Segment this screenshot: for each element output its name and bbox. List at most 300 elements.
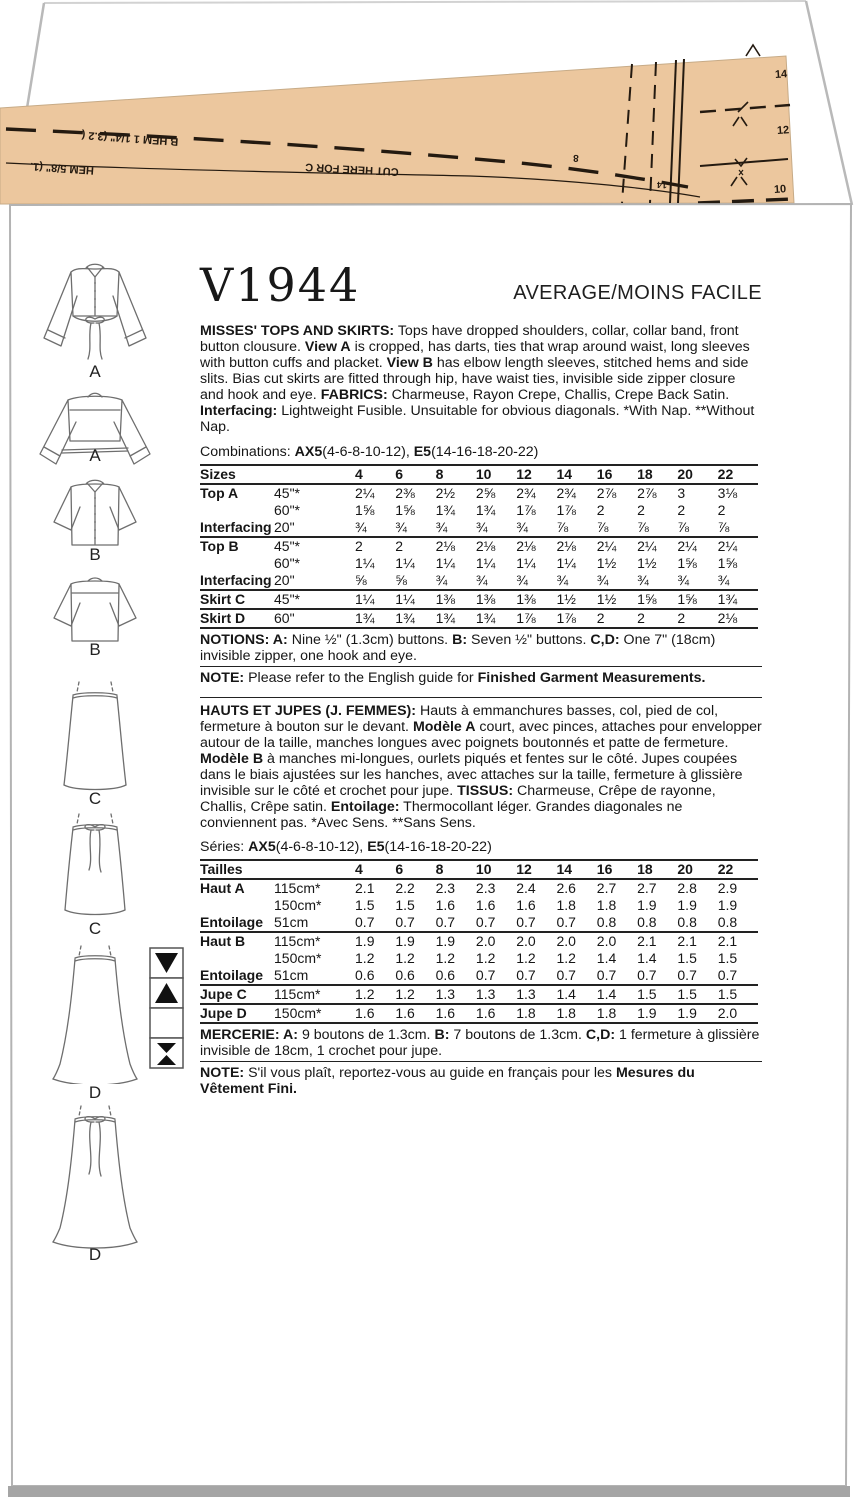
- table-cell: 1.2: [355, 950, 375, 966]
- table-cell: 1¼: [395, 590, 435, 609]
- text-run: Séries:: [200, 839, 249, 855]
- table-cell: 1.4: [557, 985, 597, 1004]
- text-run: HAUTS ET JUPES (J. FEMMES):: [200, 703, 416, 719]
- table-cell: 2.1: [637, 933, 657, 949]
- tissue-size-12: 12: [776, 124, 790, 137]
- illustration-label: B: [89, 640, 101, 659]
- table-cell: ¾: [718, 572, 758, 590]
- table-row: [200, 519, 758, 537]
- table-cell: 12: [516, 465, 556, 484]
- table-cell: 20": [274, 519, 355, 537]
- tissue-cut-here-label: CUT HERE FOR C: [305, 160, 399, 178]
- table-cell: 0.7: [516, 967, 556, 985]
- table-cell: ¾: [597, 572, 637, 590]
- table-cell: 1.9: [435, 933, 456, 949]
- table-cell: 2¼: [637, 538, 657, 554]
- table-cell: 3: [677, 485, 686, 501]
- table-row: [200, 609, 758, 628]
- table-cell: 2⅛: [435, 538, 456, 554]
- illustration-label: A: [89, 446, 101, 465]
- table-cell: 1.8: [556, 897, 576, 913]
- table-cell: 0.6: [355, 967, 395, 985]
- table-cell: 2⅛: [718, 609, 758, 628]
- table-cell: 2¾: [556, 485, 576, 501]
- tissue-piece-number-8: 8: [572, 151, 580, 164]
- title-row: [200, 258, 762, 312]
- table-cell: 2.2: [395, 880, 415, 896]
- table-cell: 1.4: [597, 985, 637, 1004]
- table-cell: Haut A: [200, 880, 245, 896]
- table-cell: 1¾: [395, 609, 435, 628]
- text-run: (4-6-8-10-12),: [275, 839, 368, 855]
- table-row: [200, 502, 758, 519]
- text-run: (4-6-8-10-12),: [322, 444, 414, 460]
- table-cell: 2.1: [677, 933, 697, 949]
- table-cell: 1⅝: [717, 555, 738, 571]
- table-cell: 1⅝: [677, 555, 697, 571]
- table-cell: 1.9: [395, 933, 415, 949]
- table-cell: 1.3: [476, 985, 516, 1004]
- divider: [200, 697, 762, 698]
- table-cell: 1.6: [435, 897, 456, 913]
- table-cell: 0.8: [718, 914, 758, 932]
- french-yardage-table: [200, 859, 758, 1024]
- table-cell: ⅞: [718, 519, 758, 537]
- text-run: Finished Garment Measurements.: [477, 670, 706, 686]
- table-cell: 1.9: [637, 1004, 677, 1023]
- tissue-hem-label: HEM 5/8" (1.: [29, 159, 95, 177]
- text-run: Charmeuse, Rayon Crepe, Challis, Crepe Back Satin.: [387, 387, 730, 403]
- table-cell: 60"*: [274, 555, 300, 571]
- illustration-label: C: [88, 789, 102, 808]
- table-cell: 2.6: [556, 880, 576, 896]
- table-cell: 0.6: [395, 967, 435, 985]
- table-cell: 1.2: [395, 985, 435, 1004]
- table-cell: 2.0: [475, 933, 496, 949]
- text-run: AX5: [248, 839, 276, 855]
- table-cell: 2: [596, 502, 605, 518]
- table-cell: 8: [436, 860, 476, 879]
- table-cell: 1.6: [516, 897, 536, 913]
- table-cell: ¾: [476, 519, 516, 537]
- text-run: MISSES' TOPS AND SKIRTS:: [200, 323, 395, 339]
- table-row: [200, 914, 758, 932]
- table-cell: 0.7: [355, 914, 395, 932]
- table-cell: 2⅝: [475, 485, 496, 501]
- table-cell: 45"*: [274, 485, 300, 501]
- text-run: C,D:: [590, 632, 620, 648]
- table-cell: 1.3: [436, 985, 476, 1004]
- illustration-top-a-front: [20, 256, 170, 381]
- table-cell: 2⅞: [596, 485, 617, 501]
- table-cell: [200, 950, 274, 967]
- table-cell: 1.2: [556, 950, 576, 966]
- table-cell: 2: [637, 502, 645, 518]
- text-run: Combinations:: [200, 444, 295, 460]
- table-cell: 1.5: [717, 950, 738, 966]
- table-cell: 1.5: [355, 897, 375, 913]
- table-cell: ¾: [436, 572, 476, 590]
- table-cell: 20: [677, 465, 717, 484]
- table-cell: 1¼: [395, 555, 415, 571]
- text-run: Interfacing:: [200, 403, 278, 419]
- french-series: [200, 839, 762, 855]
- illustration-skirt-d-back: [20, 1104, 170, 1264]
- table-cell: 1¾: [436, 609, 476, 628]
- illustration-skirt-c-back: [20, 812, 170, 938]
- table-cell: 0.8: [637, 914, 677, 932]
- table-cell: 10: [476, 465, 516, 484]
- table-cell: Top B: [200, 538, 239, 554]
- table-row: [200, 1004, 758, 1023]
- table-cell: 2⅛: [556, 538, 576, 554]
- table-cell: ⅞: [556, 519, 596, 537]
- table-cell: 2¼: [355, 485, 375, 501]
- french-mercerie: [200, 1027, 762, 1059]
- table-cell: 1.9: [677, 897, 697, 913]
- text-run: Please refer to the English guide for: [244, 670, 478, 686]
- table-cell: 1.8: [596, 897, 617, 913]
- table-cell: 115cm*: [274, 880, 321, 896]
- table-cell: 1.3: [516, 985, 556, 1004]
- table-cell: ¾: [395, 519, 435, 537]
- table-cell: 2.1: [717, 933, 738, 949]
- english-note: [200, 667, 762, 686]
- english-combinations: [200, 444, 762, 460]
- table-cell: 0.7: [476, 967, 516, 985]
- table-cell: 2.3: [435, 880, 456, 896]
- table-cell: 18: [637, 465, 677, 484]
- table-cell: 22: [718, 465, 758, 484]
- table-cell: 2.0: [556, 933, 576, 949]
- text-run: Thermocollant léger. Grandes diagonales ne conviennent pas. *Avec Sens. **Sans Sens.: [200, 799, 683, 831]
- table-row: [200, 879, 758, 897]
- table-row: [200, 967, 758, 985]
- table-cell: 1¾: [355, 609, 395, 628]
- tissue-size-10: 10: [773, 183, 787, 196]
- text-run: is cropped, has darts, ties that wrap around waist, long sleeves with button cuffs and placket.: [200, 339, 750, 371]
- table-cell: 1½: [637, 555, 657, 571]
- table-cell: 150cm*: [274, 897, 322, 913]
- table-cell: 51cm: [274, 967, 355, 985]
- table-row: [200, 572, 758, 590]
- table-cell: 150cm*: [274, 950, 322, 966]
- table-header-row: [200, 860, 758, 879]
- text-run: 9 boutons de 1.3cm.: [298, 1027, 435, 1043]
- table-cell: 2: [395, 538, 404, 554]
- table-cell: 2: [677, 502, 686, 518]
- table-cell: 51cm: [274, 914, 355, 932]
- table-cell: 1¾: [476, 609, 516, 628]
- table-cell: 1¼: [475, 555, 496, 571]
- tissue-piece-number-14: 14: [656, 179, 668, 191]
- table-cell: Interfacing: [200, 519, 274, 537]
- table-cell: 16: [597, 465, 637, 484]
- table-cell: 1.5: [677, 985, 717, 1004]
- text-run: B:: [434, 1027, 450, 1043]
- table-row: [200, 484, 758, 502]
- table-cell: 1½: [597, 590, 637, 609]
- illustration-label: D: [88, 1083, 102, 1102]
- text-run: à manches mi-longues, ourlets piqués et fentes sur le côté. Jupes coupées dans le biais ajustées sur les hanches, avec attaches sur la taille, fermeture à glissière invisible sur le côté et crochet pour jupe.: [200, 751, 743, 799]
- table-cell: 10: [476, 860, 516, 879]
- table-cell: 1½: [596, 555, 617, 571]
- table-cell: ¾: [637, 572, 677, 590]
- text-run: Modèle B: [200, 751, 264, 767]
- table-cell: 1¼: [355, 555, 375, 571]
- table-cell: 0.7: [718, 967, 758, 985]
- table-cell: 2⅛: [475, 538, 496, 554]
- table-cell: 4: [355, 465, 395, 484]
- text-run: MERCERIE: A:: [200, 1027, 298, 1043]
- table-cell: 1.6: [395, 1004, 435, 1023]
- table-cell: 2¼: [717, 538, 738, 554]
- table-cell: 1¼: [435, 555, 456, 571]
- table-cell: 1.8: [557, 1004, 597, 1023]
- table-row: [200, 985, 758, 1004]
- french-description: [200, 703, 762, 831]
- table-cell: Interfacing: [200, 572, 274, 590]
- table-cell: Tailles: [200, 860, 355, 879]
- tissue-paper: [0, 45, 794, 204]
- text-run: View B: [386, 355, 433, 371]
- text-run: NOTE:: [200, 670, 245, 686]
- table-cell: ⅝: [355, 572, 395, 590]
- text-run: has elbow length sleeves, stitched hems and side slits. Bias cut skirts are fitted through hip, have waist ties, invisible side zipper closure and hook and eye.: [200, 355, 749, 403]
- table-row: [200, 590, 758, 609]
- table-cell: 2: [637, 609, 677, 628]
- difficulty-label: AVERAGE/MOINS FACILE: [513, 282, 762, 304]
- table-cell: 12: [516, 860, 556, 879]
- table-cell: 14: [557, 860, 597, 879]
- table-cell: 1¼: [516, 555, 536, 571]
- table-cell: 1.6: [355, 1004, 395, 1023]
- table-cell: 2½: [435, 485, 456, 501]
- table-cell: ⅞: [637, 519, 677, 537]
- text-run: (14-16-18-20-22): [431, 444, 539, 460]
- table-cell: 0.7: [476, 914, 516, 932]
- table-cell: 60": [274, 609, 355, 628]
- text-run: Nine ½" (1.3cm) buttons.: [287, 632, 453, 648]
- table-cell: 2.0: [596, 933, 617, 949]
- table-row: [200, 897, 758, 914]
- table-cell: 1.2: [355, 985, 395, 1004]
- table-cell: 1.6: [475, 897, 496, 913]
- printed-content: [200, 258, 762, 1097]
- table-cell: 1⅜: [476, 590, 516, 609]
- table-cell: 60"*: [274, 502, 300, 518]
- table-cell: 8: [436, 465, 476, 484]
- table-cell: 2¼: [677, 538, 697, 554]
- table-cell: 1¾: [718, 590, 758, 609]
- text-run: One 7" (18cm) invisible zipper, one hook and eye.: [200, 632, 716, 664]
- table-cell: ⅝: [395, 572, 435, 590]
- text-run: 7 boutons de 1.3cm.: [449, 1027, 586, 1043]
- illustration-skirt-d-front: [20, 944, 170, 1102]
- illustration-label: C: [88, 919, 102, 938]
- table-cell: 1.2: [395, 950, 415, 966]
- table-cell: Entoilage: [200, 967, 274, 985]
- table-cell: 1.9: [355, 933, 375, 949]
- table-cell: 1½: [556, 590, 596, 609]
- table-cell: ¾: [677, 572, 717, 590]
- table-cell: Skirt D: [200, 609, 274, 628]
- illustration-label: D: [88, 1245, 102, 1264]
- table-cell: ⅞: [597, 519, 637, 537]
- english-notions: [200, 632, 762, 664]
- table-row: [200, 950, 758, 967]
- text-run: View A: [304, 339, 351, 355]
- table-cell: 1¾: [435, 502, 456, 518]
- table-cell: 2: [355, 538, 363, 554]
- table-cell: 1⅝: [355, 502, 375, 518]
- table-cell: 1.4: [596, 950, 617, 966]
- table-cell: ¾: [355, 519, 395, 537]
- table-cell: 1⅝: [677, 590, 717, 609]
- table-cell: 1⅝: [395, 502, 415, 518]
- table-cell: 0.7: [597, 967, 637, 985]
- table-cell: 0.8: [597, 914, 637, 932]
- text-run: Seven ½" buttons.: [467, 632, 591, 648]
- table-cell: 1.5: [395, 897, 415, 913]
- table-cell: 1.4: [637, 950, 657, 966]
- illustration-skirt-c-front: [20, 680, 170, 808]
- table-cell: ¾: [476, 572, 516, 590]
- table-cell: Entoilage: [200, 914, 274, 932]
- table-cell: 2.3: [475, 880, 496, 896]
- table-cell: 2: [717, 502, 726, 518]
- table-cell: [200, 897, 274, 914]
- text-run: Tops have dropped shoulders, collar, collar band, front button clousure.: [200, 323, 739, 355]
- text-run: AX5: [294, 444, 323, 460]
- table-header-row: [200, 465, 758, 484]
- table-cell: 1⅞: [516, 502, 536, 518]
- english-description: [200, 323, 762, 435]
- table-cell: 115cm*: [274, 933, 321, 949]
- table-cell: 0.7: [395, 914, 435, 932]
- table-cell: 0.7: [557, 914, 597, 932]
- table-cell: 1.5: [718, 985, 758, 1004]
- table-row: [200, 932, 758, 950]
- table-cell: 20": [274, 572, 355, 590]
- table-cell: 1⅜: [516, 590, 556, 609]
- table-cell: 1.2: [435, 950, 456, 966]
- table-cell: 1.8: [516, 1004, 556, 1023]
- table-cell: 115cm*: [274, 985, 355, 1004]
- table-cell: 2.7: [596, 880, 617, 896]
- table-row: [200, 537, 758, 555]
- text-run: Charmeuse, Crêpe de rayonne, Challis, Crêpe satin.: [200, 783, 716, 815]
- table-cell: 16: [597, 860, 637, 879]
- table-cell: 18: [637, 860, 677, 879]
- table-cell: 1⅞: [516, 609, 556, 628]
- table-cell: ⅞: [677, 519, 717, 537]
- table-cell: 2⅜: [395, 485, 415, 501]
- table-cell: 0.7: [557, 967, 597, 985]
- text-run: E5: [413, 444, 432, 460]
- table-cell: 150cm*: [274, 1004, 355, 1023]
- table-cell: 4: [355, 860, 395, 879]
- table-cell: 20: [677, 860, 717, 879]
- table-cell: 1.9: [677, 1004, 717, 1023]
- table-cell: ¾: [556, 572, 596, 590]
- table-cell: Sizes: [200, 465, 355, 484]
- table-cell: 22: [718, 860, 758, 879]
- text-run: Lightweight Fusible. Unsuitable for obvious diagonals. *With Nap. **Without Nap.: [200, 403, 755, 435]
- table-cell: 1.2: [516, 950, 536, 966]
- text-run: FABRICS:: [320, 387, 388, 403]
- pattern-number: V1944: [200, 258, 361, 312]
- table-cell: 1⅞: [556, 502, 576, 518]
- table-cell: 2.0: [718, 1004, 758, 1023]
- table-cell: [200, 502, 274, 519]
- table-cell: 45"*: [274, 538, 300, 554]
- table-cell: 45"*: [274, 590, 355, 609]
- table-cell: 6: [395, 860, 435, 879]
- text-run: Mesures du Vêtement Fini.: [200, 1065, 695, 1097]
- text-run: Entoilage:: [330, 799, 400, 815]
- text-run: Modèle A: [412, 719, 476, 735]
- table-cell: 2.7: [637, 880, 657, 896]
- table-row: [200, 555, 758, 572]
- table-cell: 1.9: [717, 897, 738, 913]
- table-cell: Jupe C: [200, 985, 274, 1004]
- english-yardage-table: [200, 464, 758, 629]
- text-run: 1 fermeture à glissière invisible de 18cm, 1 crochet pour jupe.: [200, 1027, 760, 1059]
- text-run: court, avec pinces, attaches pour envelopper autour de la taille, manches longues avec poignets boutonnés et patte de fermeture.: [200, 719, 762, 751]
- table-cell: 2: [677, 609, 717, 628]
- table-cell: Skirt C: [200, 590, 274, 609]
- table-cell: 1¾: [475, 502, 496, 518]
- table-cell: 1⅞: [556, 609, 596, 628]
- table-cell: 1.5: [677, 950, 697, 966]
- table-cell: 2⅛: [516, 538, 536, 554]
- text-run: NOTE:: [200, 1065, 245, 1081]
- table-cell: 2: [597, 609, 637, 628]
- table-cell: 1.9: [637, 897, 657, 913]
- table-cell: Top A: [200, 485, 239, 501]
- table-cell: ¾: [516, 572, 556, 590]
- text-run: C,D:: [585, 1027, 616, 1043]
- table-cell: 2.4: [516, 880, 536, 896]
- table-cell: ¾: [436, 519, 476, 537]
- text-run: B:: [452, 632, 468, 648]
- table-cell: 0.7: [516, 914, 556, 932]
- text-run: TISSUS:: [457, 783, 514, 799]
- french-note: [200, 1062, 762, 1097]
- table-cell: 14: [556, 465, 596, 484]
- table-cell: 2.8: [677, 880, 697, 896]
- illustration-label: B: [89, 545, 101, 564]
- illustration-label: A: [89, 362, 101, 381]
- table-cell: 1¼: [355, 590, 395, 609]
- table-cell: 1.8: [597, 1004, 637, 1023]
- text-run: S'il vous plaît, reportez-vous au guide en français pour les: [244, 1065, 616, 1081]
- table-cell: 0.7: [436, 914, 476, 932]
- table-cell: 6: [395, 465, 435, 484]
- illustration-top-b-back: [20, 572, 170, 659]
- table-cell: 1⅜: [436, 590, 476, 609]
- cutting-line-symbols-legend: [149, 947, 184, 1071]
- table-cell: 0.8: [677, 914, 717, 932]
- table-cell: 1¼: [556, 555, 576, 571]
- illustration-top-b-front: [20, 474, 170, 564]
- table-cell: 0.7: [677, 967, 717, 985]
- table-cell: 2.9: [717, 880, 738, 896]
- table-cell: 2.0: [516, 933, 536, 949]
- text-run: E5: [367, 839, 385, 855]
- text-run: Hauts à emmanchures basses, col, pied de col, fermeture à bouton sur le devant.: [200, 703, 719, 735]
